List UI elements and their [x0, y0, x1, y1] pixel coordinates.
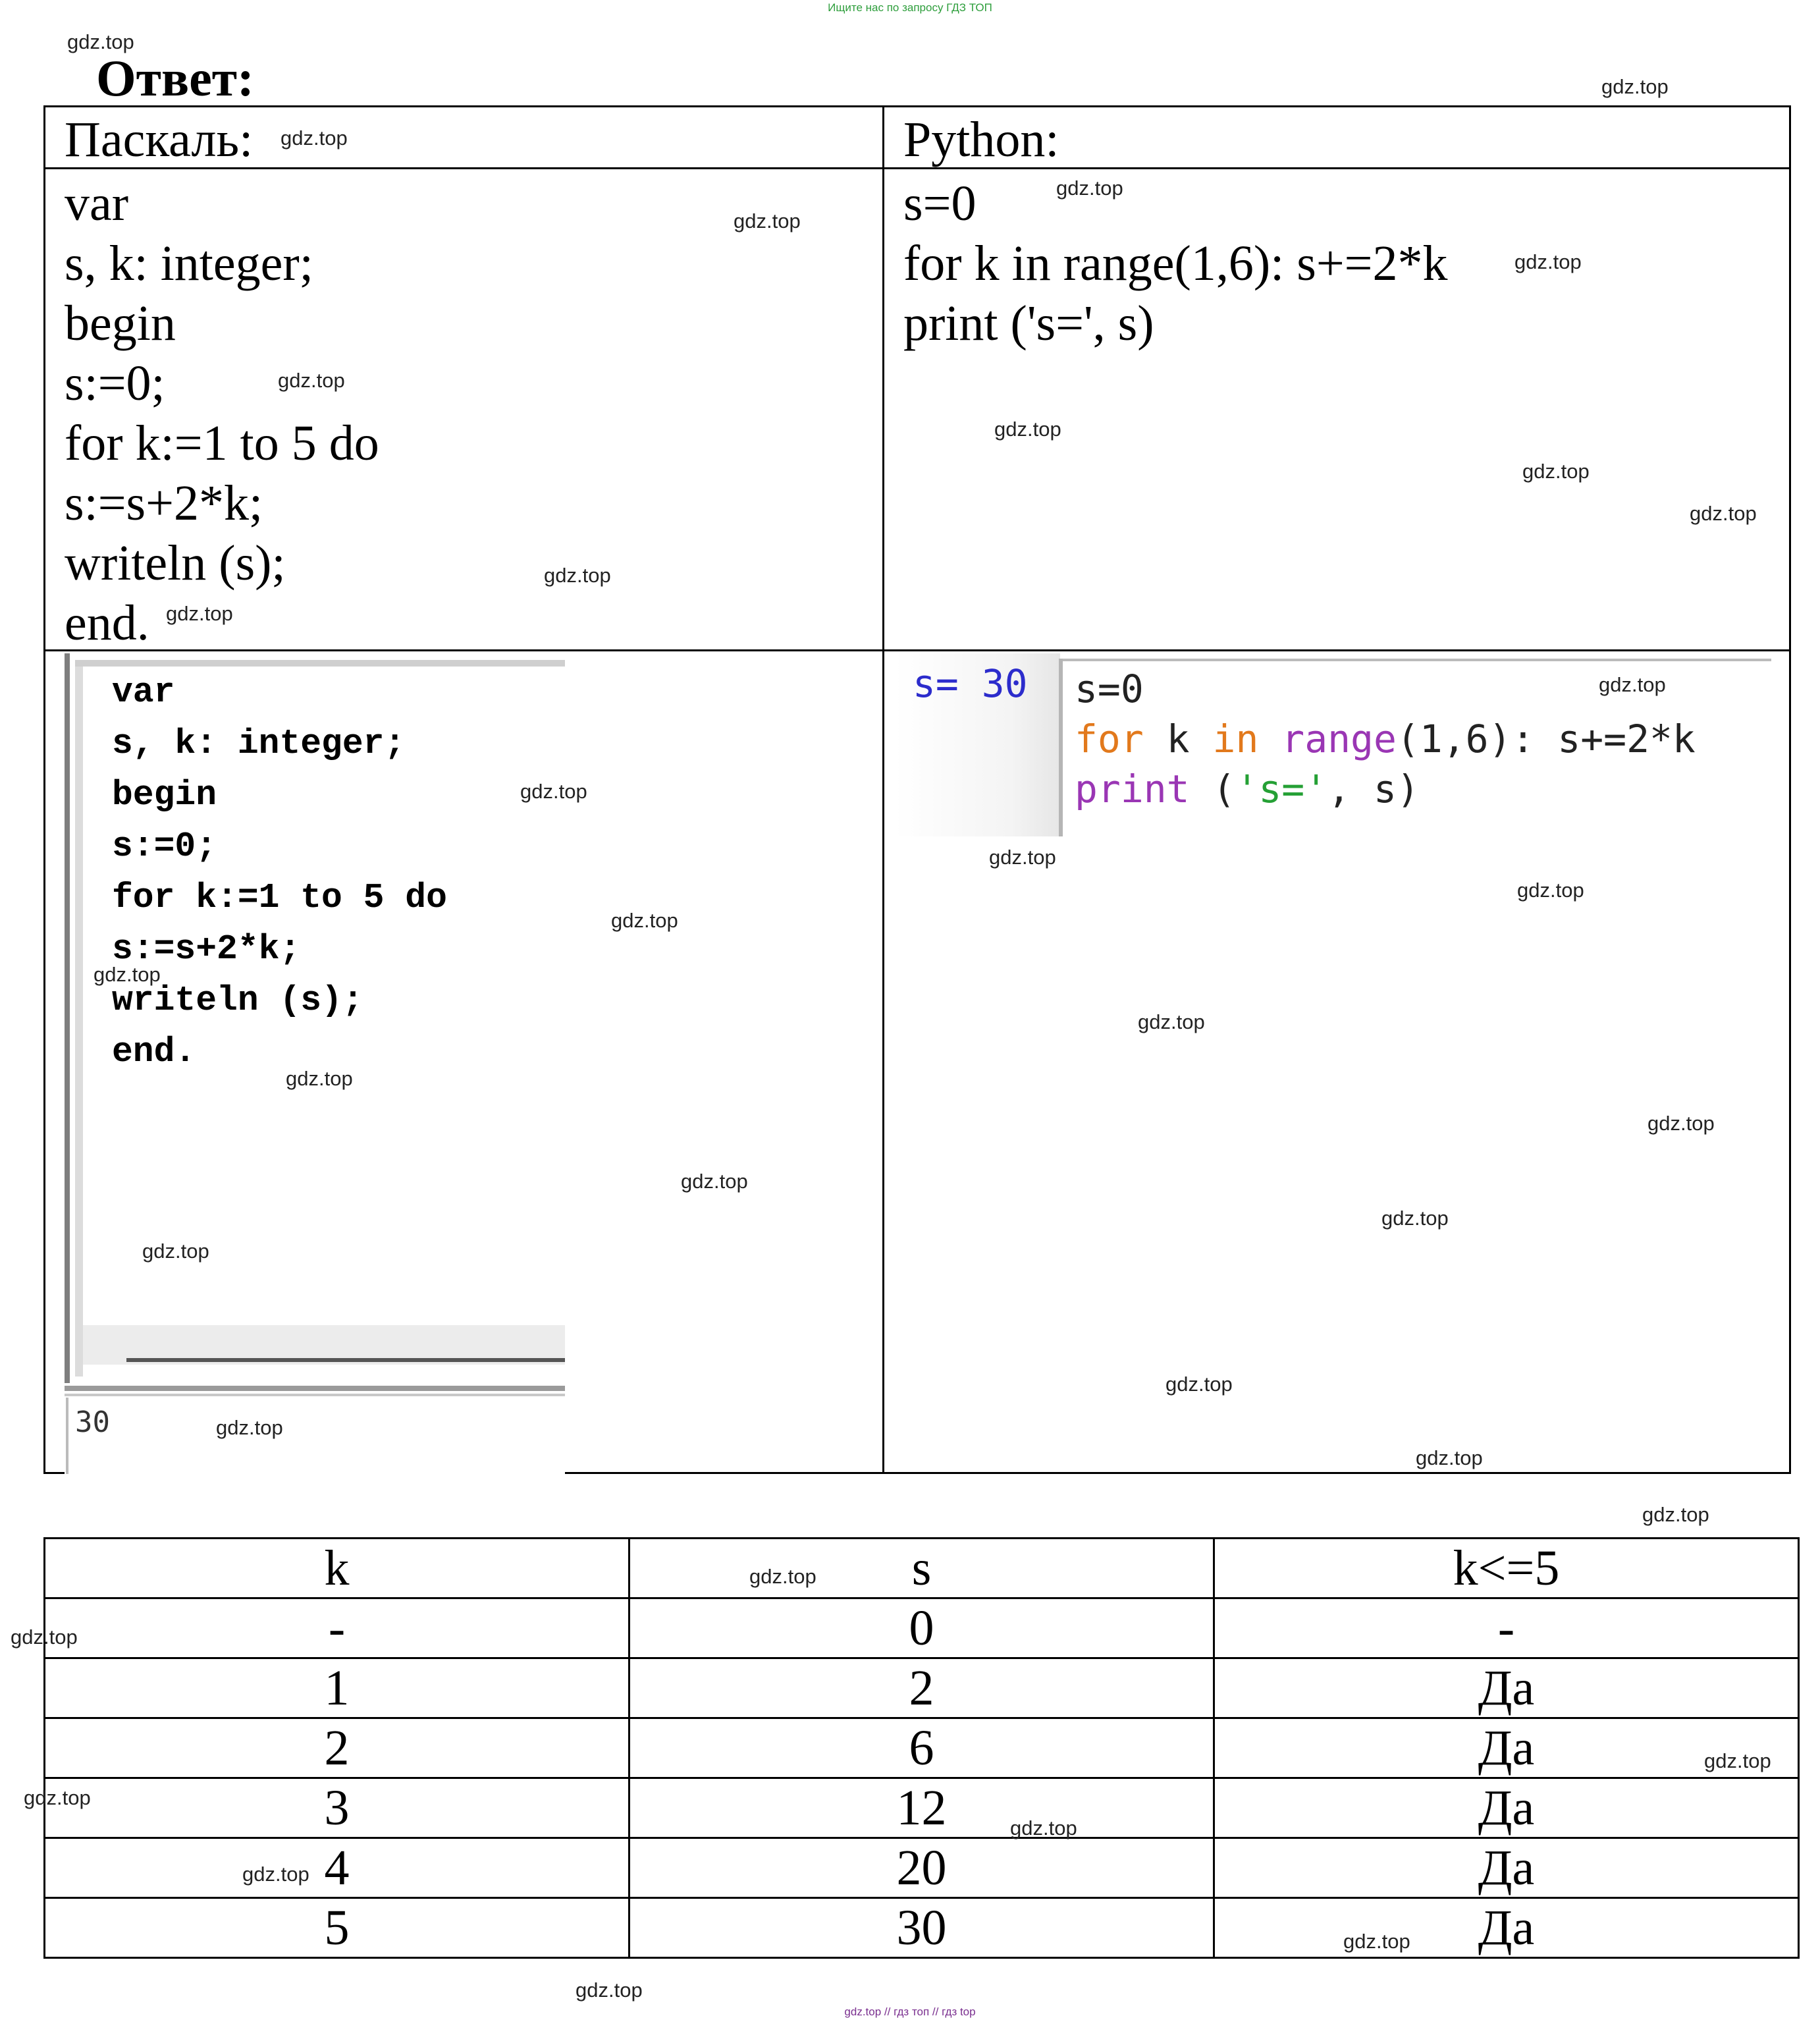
watermark: gdz.top: [1056, 177, 1123, 200]
watermark: gdz.top: [575, 1978, 643, 2002]
table-row: [45, 1778, 1799, 1838]
watermark: gdz.top: [734, 209, 801, 232]
watermark: gdz.top: [1517, 879, 1584, 902]
watermark: gdz.top: [1381, 1207, 1449, 1230]
paren-open: (: [1189, 767, 1236, 811]
output-separator: [65, 1386, 565, 1391]
horizontal-scrollbar[interactable]: [126, 1358, 565, 1362]
output-separator-inner: [65, 1394, 565, 1396]
cell-s: 20: [629, 1838, 1214, 1898]
editor-line: end.: [112, 1032, 196, 1072]
watermark: gdz.top: [278, 369, 345, 392]
cell-condition: -: [1214, 1598, 1799, 1658]
watermark: gdz.top: [989, 846, 1056, 869]
editor-line: s:=s+2*k;: [112, 929, 301, 969]
pascal-line: end.: [65, 595, 149, 651]
header-condition: k<=5: [1214, 1539, 1799, 1598]
watermark: gdz.top: [286, 1067, 353, 1090]
watermark: gdz.top: [1416, 1446, 1483, 1469]
cell-k: 2: [45, 1718, 629, 1778]
var-k: k: [1143, 717, 1213, 761]
watermark: gdz.top: [1010, 1816, 1077, 1840]
keyword-in: in: [1212, 717, 1259, 761]
cell-condition: Да: [1214, 1838, 1799, 1898]
editor-line: s=0: [1075, 667, 1144, 711]
watermark: gdz.top: [681, 1170, 748, 1193]
builtin-range: range: [1281, 717, 1397, 761]
python-editor-top-border: [1063, 659, 1771, 661]
answer-title: Ответ:: [96, 49, 255, 107]
keyword-for: for: [1075, 717, 1144, 761]
python-line: print ('s=', s): [903, 296, 1154, 351]
watermark: gdz.top: [242, 1863, 309, 1886]
pascal-line: var: [65, 176, 129, 231]
pascal-output: 30: [75, 1405, 110, 1439]
watermark: gdz.top: [1599, 673, 1666, 696]
cell-condition: Да: [1214, 1658, 1799, 1718]
watermark: gdz.top: [11, 1625, 78, 1649]
output-border: [66, 1398, 68, 1474]
pascal-code-text: [65, 174, 379, 653]
python-line: s=0: [903, 176, 977, 231]
editor-border: [65, 653, 70, 1383]
watermark: gdz.top: [544, 564, 611, 587]
cell-condition: Да: [1214, 1718, 1799, 1778]
python-line: for k in range(1,6): s+=2*k: [903, 236, 1448, 291]
trace-table: [43, 1537, 1800, 1959]
table-row: [45, 1658, 1799, 1718]
bottom-note: gdz.top // гдз топ // гдз top: [844, 2005, 976, 2018]
cell-s: 30: [629, 1898, 1214, 1958]
watermark: gdz.top: [94, 963, 161, 986]
print-args: , s): [1327, 767, 1420, 811]
cell-k: 1: [45, 1658, 629, 1718]
cell-k: 3: [45, 1778, 629, 1838]
cell-condition: Да: [1214, 1898, 1799, 1958]
cell-s: 6: [629, 1718, 1214, 1778]
watermark: gdz.top: [1138, 1010, 1205, 1033]
watermark: gdz.top: [216, 1416, 283, 1439]
table-row: [45, 1718, 1799, 1778]
editor-line: writeln (s);: [112, 981, 363, 1020]
cell-s: 0: [629, 1598, 1214, 1658]
editor-gutter: [75, 660, 83, 1377]
string-literal: 's=': [1235, 767, 1328, 811]
watermark: gdz.top: [1704, 1749, 1771, 1772]
python-code-text: [903, 174, 1448, 354]
pascal-line: begin: [65, 296, 176, 351]
cell-s: 2: [629, 1658, 1214, 1718]
editor-line: begin: [112, 775, 217, 815]
editor-line: [1075, 764, 1696, 814]
watermark: gdz.top: [1343, 1930, 1410, 1953]
header-k: k: [45, 1539, 629, 1598]
table-row: [45, 1598, 1799, 1658]
watermark: gdz.top: [24, 1786, 91, 1809]
pascal-line: s, k: integer;: [65, 236, 313, 291]
editor-line: s:=0;: [112, 827, 217, 866]
top-note: Ищите нас по запросу ГДЗ ТОП: [828, 1, 992, 14]
table-header-row: [45, 1539, 1799, 1598]
builtin-print: print: [1075, 767, 1190, 811]
pascal-line: s:=0;: [65, 356, 165, 411]
cell-condition: Да: [1214, 1778, 1799, 1838]
pascal-line: writeln (s);: [65, 535, 286, 591]
editor-line: for k:=1 to 5 do: [112, 878, 447, 917]
editor-line: s, k: integer;: [112, 724, 406, 763]
pascal-ide-screenshot: [65, 653, 565, 1474]
pascal-line: s:=s+2*k;: [65, 476, 263, 531]
cell-k: -: [45, 1598, 629, 1658]
range-args: (1,6): s+=2*k: [1396, 717, 1696, 761]
watermark: gdz.top: [1647, 1112, 1715, 1135]
watermark: gdz.top: [1165, 1373, 1233, 1396]
cell-k: 4: [45, 1838, 629, 1898]
watermark: gdz.top: [166, 602, 233, 625]
cell-s: 12: [629, 1778, 1214, 1838]
pascal-editor-code: [112, 667, 447, 1077]
watermark: gdz.top: [142, 1240, 209, 1263]
python-gutter-border: [1059, 659, 1063, 836]
space: [1258, 717, 1281, 761]
pascal-line: for k:=1 to 5 do: [65, 416, 379, 471]
python-result: s= 30: [913, 661, 1028, 706]
watermark: gdz.top: [611, 909, 678, 932]
cell-k: 5: [45, 1898, 629, 1958]
watermark: gdz.top: [1601, 75, 1669, 98]
watermark: gdz.top: [994, 418, 1061, 441]
editor-line: var: [112, 672, 175, 712]
table-column-divider: [882, 105, 884, 1474]
watermark: gdz.top: [1642, 1503, 1709, 1526]
header-s: s: [629, 1539, 1214, 1598]
watermark: gdz.top: [67, 30, 134, 53]
pascal-header: Паскаль:: [65, 112, 254, 167]
watermark: gdz.top: [1690, 502, 1757, 525]
watermark: gdz.top: [1522, 460, 1590, 483]
watermark: gdz.top: [1514, 250, 1582, 273]
editor-top-border: [75, 660, 565, 667]
table-row: [45, 1898, 1799, 1958]
watermark: gdz.top: [281, 126, 348, 150]
table-header-divider: [43, 167, 1791, 169]
editor-line: [1075, 714, 1696, 764]
python-header: Python:: [903, 112, 1059, 167]
watermark: gdz.top: [749, 1565, 816, 1588]
watermark: gdz.top: [520, 780, 587, 803]
